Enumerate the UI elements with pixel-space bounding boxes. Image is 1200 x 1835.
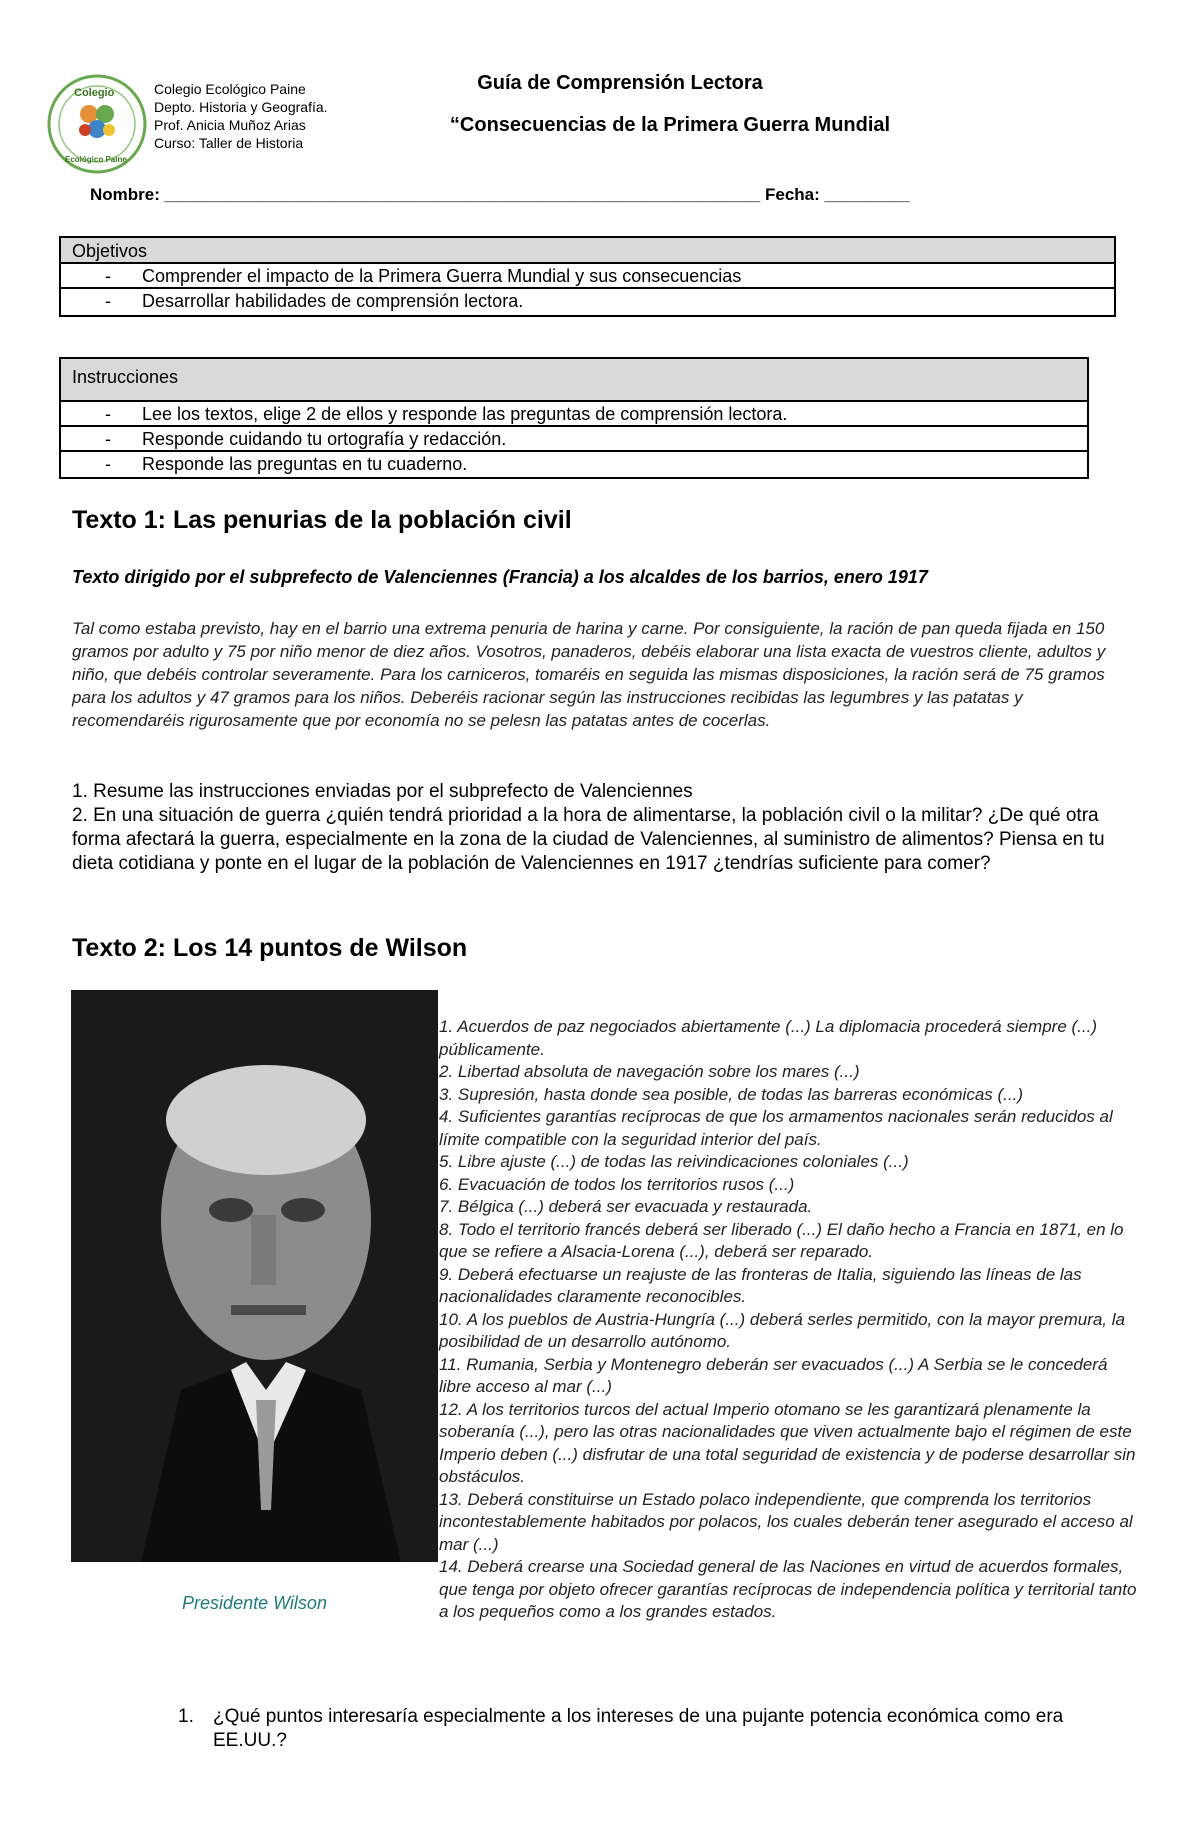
point-item: 4. Suficientes garantías recíprocas de que los armamentos nacionales serán reducidos al límite compatible con la seguridad interior del país. (439, 1107, 1113, 1149)
bullet-dash: - (105, 454, 111, 474)
text1-source: Texto dirigido por el subprefecto de Valenciennes (Francia) a los alcaldes de los barrios, enero 1917 (72, 567, 928, 587)
bullet-dash: - (105, 429, 111, 449)
objective-text: Comprender el impacto de la Primera Guerra Mundial y sus consecuencias (142, 266, 742, 286)
school-info (154, 80, 328, 152)
instruction-text: Responde cuidando tu ortografía y redacción. (142, 429, 507, 449)
department: Depto. Historia y Geografía. (154, 99, 328, 115)
guide-subtitle: “Consecuencias de la Primera Guerra Mundial (449, 114, 891, 136)
svg-text:Ecológico Paine: Ecológico Paine (65, 155, 127, 164)
point-item: 12. A los territorios turcos del actual Imperio otomano se les garantizará plenamente la soberanía (...), pero las otras nacionalidades que viven actualmente bajo el régimen de este Imperio deben (...) disfrutar de una total seguridad de existencia y de poderse desarrollar sin obstáculos. (439, 1399, 1136, 1486)
point-item: 14. Deberá crearse una Sociedad general de las Naciones en virtud de acuerdos formales, que tenga por objeto ofrecer garantías recíprocas de independencia política y territorial tanto a los pequeños como a los grandes estados. (439, 1557, 1137, 1621)
instruction-item (61, 427, 1087, 452)
point-item: 10. A los pueblos de Austria-Hungría (...) deberá serles permitido, con la mayor premura, la posibilidad de un desarrollo autónomo. (439, 1309, 1125, 1351)
teacher: Prof. Anicia Muñoz Arias (154, 117, 306, 133)
course: Curso: Taller de Historia (154, 135, 304, 151)
point-item: 7. Bélgica (...) deberá ser evacuada y restaurada. (439, 1197, 813, 1216)
objectives-heading: Objetivos (61, 238, 1114, 264)
objective-text: Desarrollar habilidades de comprensión lectora. (142, 291, 524, 311)
point-item: 9. Deberá efectuarse un reajuste de las fronteras de Italia, siguiendo las líneas de las nacionalidades claramente reconocibles. (439, 1264, 1082, 1306)
portrait-caption: Presidente Wilson (182, 1593, 327, 1613)
instructions-heading: Instrucciones (61, 359, 1087, 402)
point-item: 5. Libre ajuste (...) de todas las reivindicaciones coloniales (...) (439, 1152, 909, 1171)
svg-text:Colegio: Colegio (74, 87, 115, 99)
point-item: 1. Acuerdos de paz negociados abiertamente (...) La diplomacia procederá siempre (...) públicamente. (439, 1017, 1097, 1059)
guide-title: Guía de Comprensión Lectora (477, 72, 763, 94)
text1-questions (72, 780, 1132, 876)
school-logo (47, 74, 147, 174)
wilson-points-list (439, 1016, 1139, 1624)
question-number: 1. (178, 1706, 194, 1727)
text1-question-2: 2. En una situación de guerra ¿quién tendrá prioridad a la hora de alimentarse, la población civil o la militar? ¿De qué otra forma afectará la guerra, especialmente en la zona de la ciudad de Valenciennes, al suministro de alimentos? Piensa en tu dieta cotidiana y ponte en el lugar de la población de Valenciennes en 1917 ¿tendrías suficiente para comer? (72, 805, 1105, 874)
text1-quote: Tal como estaba previsto, hay en el barrio una extrema penuria de harina y carne. Por consiguiente, la ración de pan queda fijada en 150 gramos por adulto y 75 por niño menor de diez años. Vosotros, panaderos, debéis elaborar una lista exacta de vuestros cliente, adultos y niño, que debéis controlar severamente. Para los carniceros, tomaréis en seguida las mismas disposiciones, la ración será de 75 gramos para los adultos y 47 gramos para los niños. Deberéis racionar según las instrucciones recibidas las legumbres y las patatas y recomendaréis rigurosamente que por economía no se pelesn las patatas antes de cocerlas. (72, 619, 1106, 730)
point-item: 8. Todo el territorio francés deberá ser liberado (...) El daño hecho a Francia en 1871, en lo que se refiere a Alsacia-Lorena (...), deberá ser reparado. (439, 1219, 1124, 1261)
objective-item (61, 289, 1114, 314)
point-item: 6. Evacuación de todos los territorios rusos (...) (439, 1174, 795, 1194)
point-item: 11. Rumania, Serbia y Montenegro deberán ser evacuados (...) A Serbia se le concederá libre acceso al mar (...) (439, 1354, 1108, 1396)
text2-question (178, 1705, 1098, 1753)
bullet-dash: - (105, 291, 111, 311)
point-item: 3. Supresión, hasta donde sea posible, de todas las barreras económicas (...) (439, 1084, 1024, 1104)
bullet-dash: - (105, 266, 111, 286)
name-date-line: Nombre: _______________________________________________________________ Fecha: _________ (90, 185, 910, 204)
wilson-portrait-image (71, 990, 438, 1562)
text2-title: Texto 2: Los 14 puntos de Wilson (72, 934, 468, 962)
bullet-dash: - (105, 404, 111, 424)
question-text: ¿Qué puntos interesaría especialmente a los intereses de una pujante potencia económica como era EE.UU.? (213, 1706, 1064, 1751)
instruction-item (61, 452, 1087, 477)
instructions-table (59, 357, 1089, 479)
text1-title: Texto 1: Las penurias de la población civil (72, 506, 572, 534)
school-name: Colegio Ecológico Paine (154, 81, 306, 97)
point-item: 13. Deberá constituirse un Estado polaco independiente, que comprenda los territorios incontestablemente habitados por polacos, los cuales deberán tener asegurado el acceso al mar (...) (439, 1489, 1133, 1554)
instruction-text: Responde las preguntas en tu cuaderno. (142, 454, 468, 474)
point-item: 2. Libertad absoluta de navegación sobre los mares (...) (439, 1062, 860, 1081)
text1-question-1: 1. Resume las instrucciones enviadas por el subprefecto de Valenciennes (72, 781, 693, 802)
instruction-item (61, 402, 1087, 427)
objective-item (61, 264, 1114, 289)
instruction-text: Lee los textos, elige 2 de ellos y responde las preguntas de comprensión lectora. (142, 404, 788, 424)
objectives-table (59, 236, 1116, 317)
